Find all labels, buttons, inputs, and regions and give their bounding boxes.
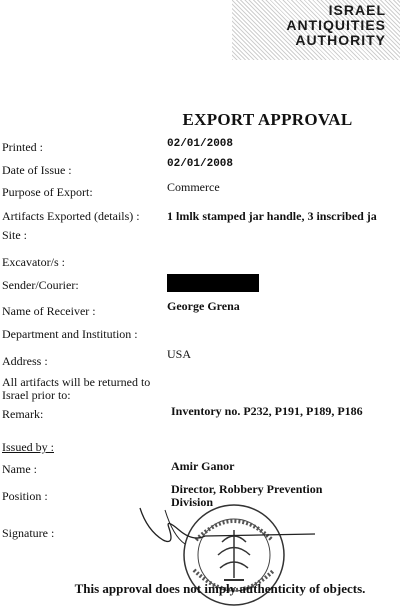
- logo-line-3: AUTHORITY: [295, 32, 386, 48]
- israel-antiquities-authority-logo: [232, 0, 400, 60]
- authenticity-disclaimer: This approval does not imply authenticity of objects.: [74, 581, 366, 596]
- receiver-value: George Grena: [167, 299, 240, 313]
- address-value: USA: [167, 347, 192, 361]
- department-label: Department and Institution :: [2, 327, 138, 341]
- name-label: Name :: [2, 462, 37, 476]
- document-title: EXPORT APPROVAL: [182, 110, 353, 129]
- handwritten-signature: [135, 500, 335, 570]
- address-label: Address :: [2, 354, 48, 368]
- remark-value: Inventory no. P232, P191, P189, P186: [171, 404, 363, 418]
- site-label: Site :: [2, 228, 28, 242]
- logo-line-1: ISRAEL: [328, 2, 386, 18]
- artifacts-value: 1 lmlk stamped jar handle, 3 inscribed ja: [167, 210, 377, 223]
- signature-label: Signature :: [2, 526, 55, 540]
- printed-label: Printed :: [2, 140, 43, 154]
- logo-line-2: ANTIQUITIES: [286, 17, 386, 33]
- returned-label: All artifacts will be returned to Israel prior to:: [2, 375, 151, 402]
- date-of-issue-value: 02/01/2008: [167, 158, 234, 170]
- sender-label: Sender/Courier:: [2, 278, 79, 292]
- position-label: Position :: [2, 489, 48, 503]
- issued-by-label: Issued by :: [2, 440, 54, 454]
- artifacts-value-clip: [167, 210, 400, 224]
- date-of-issue-label: Date of Issue :: [2, 163, 72, 177]
- remark-label: Remark:: [2, 407, 44, 421]
- printed-value: 02/01/2008: [167, 138, 234, 150]
- purpose-value: Commerce: [167, 180, 220, 194]
- artifacts-label: Artifacts Exported (details) :: [2, 209, 140, 223]
- receiver-label: Name of Receiver :: [2, 304, 96, 318]
- purpose-label: Purpose of Export:: [2, 185, 93, 199]
- excavators-label: Excavator/s :: [2, 255, 65, 269]
- sender-redaction-box: [167, 274, 259, 292]
- position-value: Director, Robbery Prevention Division: [171, 482, 323, 509]
- name-value: Amir Ganor: [171, 459, 235, 473]
